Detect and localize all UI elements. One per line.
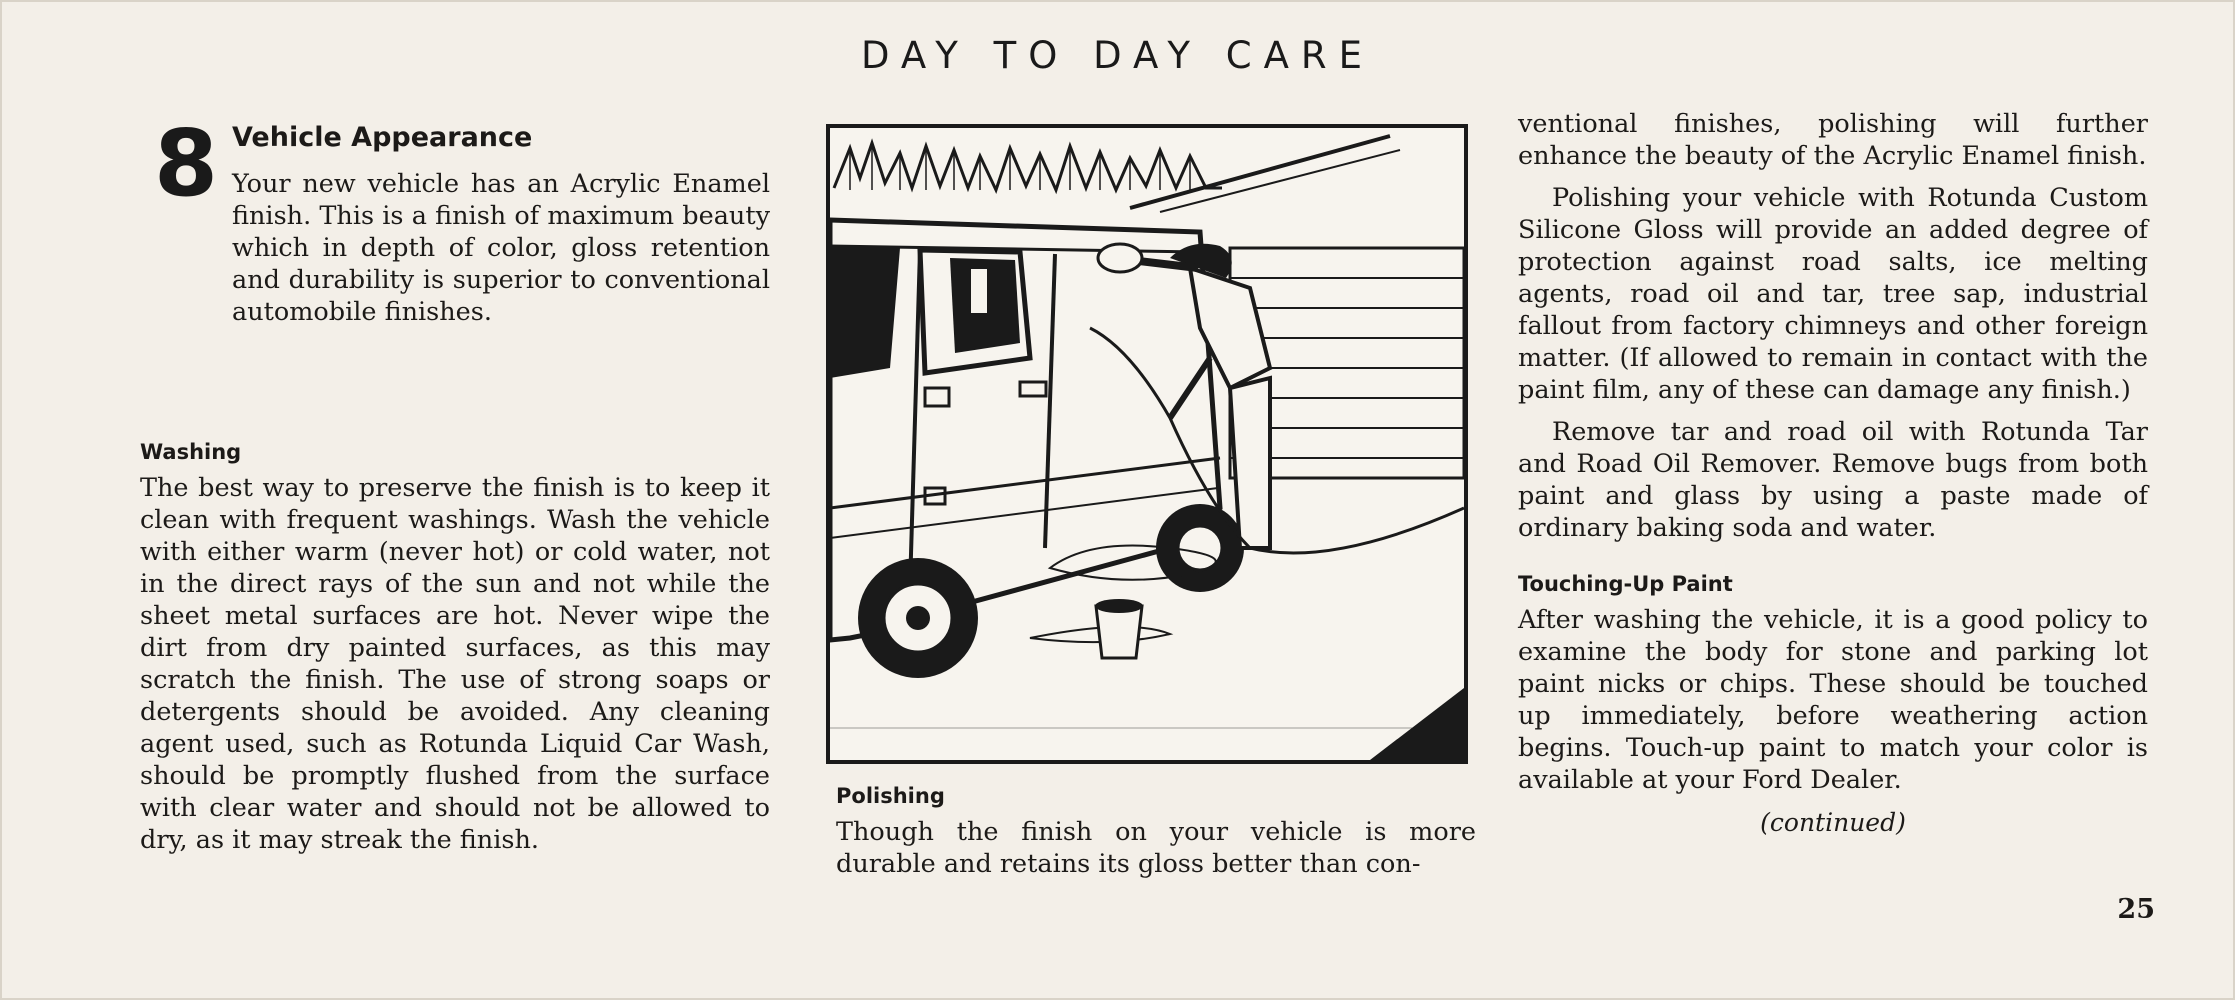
continued-note: (continued): [1760, 808, 1906, 837]
intro-text-block: [232, 168, 770, 328]
page-number: 25: [2117, 894, 2155, 925]
polishing-paragraph-2: Polishing your vehicle with Rotunda Custom Silicone Gloss will provide an added degree of protection against road salts, ice melting agents, road oil and tar, tree sap, industrial fallout from factory chimneys and other foreign matter. (If allowed to remain in contact with the paint film, any of these can damage any finish.): [1518, 183, 2148, 405]
washing-heading: Washing: [140, 440, 242, 464]
polishing-paragraph-cont: ventional finishes, polishing will further enhance the beauty of the Acrylic Enamel finish.: [1518, 109, 2148, 171]
page-header: DAY TO DAY CARE: [861, 34, 1374, 77]
section-number: 8: [154, 110, 219, 217]
washing-paragraph: The best way to preserve the finish is to keep it clean with frequent washings. Wash the vehicle with either warm (never hot) or cold water, not in the direct rays of the sun and not while the sheet metal surfaces are hot. Never wipe the dirt from dry painted surfaces, as this may scratch the finish. The use of strong soaps or detergents should be avoided. Any cleaning agent used, such as Rotunda Liquid Car Wash, should be promptly flushed from the surface with clear water and should not be allowed to dry, as it may streak the finish.: [140, 473, 770, 855]
intro-paragraph: Your new vehicle has an Acrylic Enamel finish. This is a finish of maximum beauty which in depth of color, gloss retention and durability is superior to conventional automobile finishes.: [232, 169, 770, 327]
section-title: Vehicle Appearance: [232, 122, 533, 153]
polishing-heading: Polishing: [836, 784, 945, 808]
illustration-drawing: [830, 128, 1464, 760]
van-washing-illustration: [826, 124, 1468, 764]
polishing-paragraph-start: Though the finish on your vehicle is more durable and retains its gloss better than con-: [836, 817, 1476, 879]
touchup-heading: Touching-Up Paint: [1518, 572, 1733, 596]
washing-section: [140, 440, 770, 856]
right-column: [1518, 108, 2148, 837]
touchup-paragraph: After washing the vehicle, it is a good policy to examine the body for stone and parking lot paint nicks or chips. These should be touched up immediately, before weathering action begins. Touch-up paint to match your color is available at your Ford Dealer.: [1518, 605, 2148, 795]
polishing-paragraph-3: Remove tar and road oil with Rotunda Tar and Road Oil Remover. Remove bugs from both paint and glass by using a paste made of ordinary baking soda and water.: [1518, 417, 2148, 543]
polishing-section: [836, 784, 1476, 880]
touchup-section: [1518, 572, 2148, 837]
